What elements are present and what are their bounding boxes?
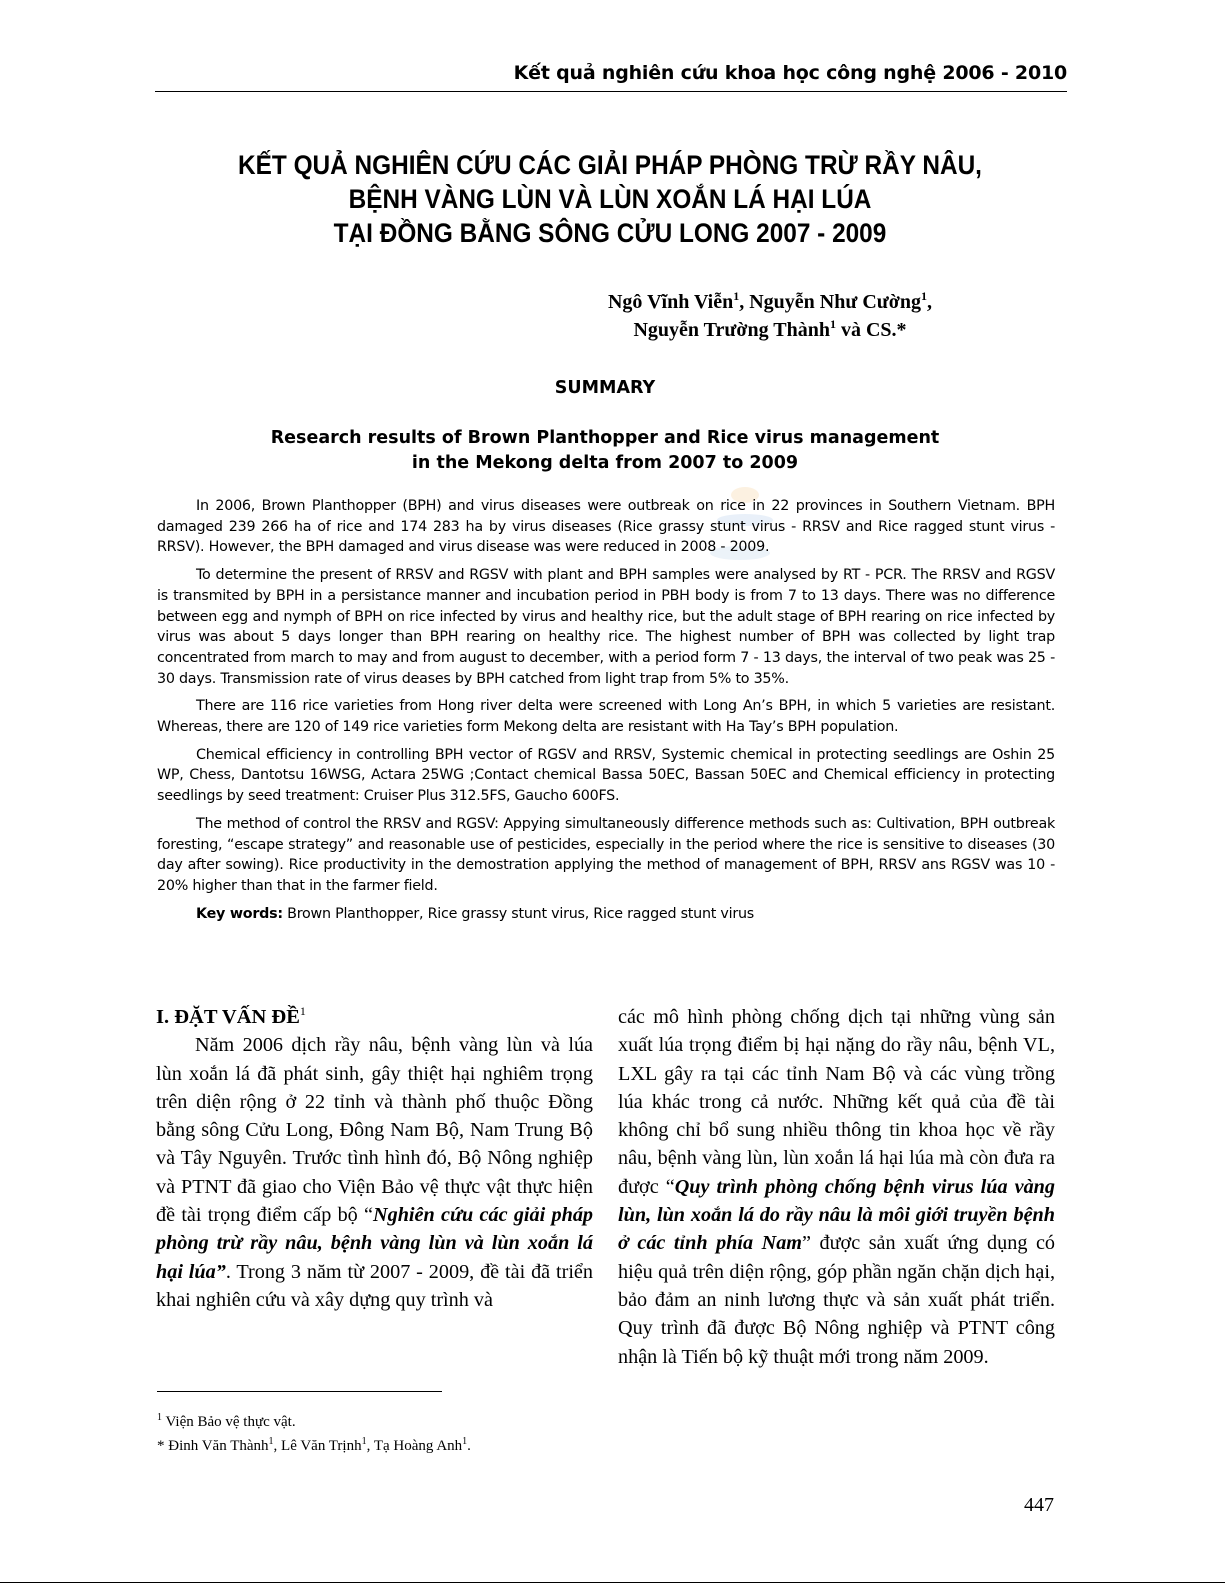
affiliation-marker: 1	[462, 1436, 468, 1447]
author-list	[560, 288, 980, 344]
author-name: Nguyễn Như Cường	[749, 291, 921, 313]
author-name: Nguyễn Trường Thành	[633, 319, 830, 341]
project-title-emphasis: Nghiên cứu các giải pháp phòng trừ rầy nâu, bệnh vàng lùn và lùn xoắn lá hại lúa”	[156, 1204, 594, 1283]
body-column-right	[618, 1003, 1055, 1371]
abstract-paragraph: The method of control the RRSV and RGSV: Appying simultaneously difference methods such as: Cultivation, BPH outbreak foresting, “escape strategy” and reasonable use of pesticides, especially in the period where the rice is sensitive to diseases (30 day after sowing). Rice productivity in the demostration applying the method of management of BPH, RRSV ans RGSV was 10 - 20% higher than that in the farmer field.	[157, 815, 1055, 894]
footnote-text: Viện Bảo vệ thực vật.	[162, 1414, 296, 1430]
footnotes	[157, 1410, 597, 1458]
section-heading-text: I. ĐẶT VẤN ĐỀ	[156, 1006, 300, 1028]
abstract-paragraph: To determine the present of RRSV and RGSV with plant and BPH samples were analysed by RT - PCR. The RRSV and RGSV is transmited by BPH in a persistance manner and incubation period in PBH body is from 7 to 13 days. There was no difference between egg and nymph of BPH on rice infected by virus and healthy rice, but the adult stage of BPH rearing on rice infected by virus was about 5 days longer than BPH rearing on healthy rice. The highest number of BPH was collected by light trap concentrated from march to may and from august to december, with a period form 7 - 13 days, the interval of two peak was 25 - 30 days. Transmission rate of virus deases by BPH catched from light trap from 5% to 35%.	[157, 567, 1055, 687]
abstract-paragraph: In 2006, Brown Planthopper (BPH) and virus diseases were outbreak on rice in 22 provinces in Southern Vietnam. BPH damaged 239 266 ha of rice and 174 283 ha by virus diseases (Rice grassy stunt virus - RRSV and Rice ragged stunt virus - RRSV). However, the BPH damaged and virus disease was were reduced in 2008 - 2009.	[157, 498, 1055, 556]
body-paragraph	[618, 1003, 1055, 1371]
title-line-3: TẠI ĐỒNG BẰNG SÔNG CỬU LONG 2007 - 2009	[333, 218, 887, 248]
keywords-list: Brown Planthopper, Rice grassy stunt virus, Rice ragged stunt virus	[282, 905, 755, 922]
coauthor-name: Đinh Văn Thành	[168, 1438, 269, 1454]
body-column-left	[156, 1003, 593, 1314]
summary-heading: SUMMARY	[554, 378, 656, 398]
body-paragraph	[156, 1031, 593, 1314]
summary-title-line-1: Research results of Brown Planthopper and Rice virus management	[270, 428, 940, 448]
summary-title-line-2: in the Mekong delta from 2007 to 2009	[411, 453, 799, 473]
footnote-prefix: *	[157, 1438, 169, 1454]
footnote-2	[157, 1434, 597, 1458]
coauthor-name: Lê Văn Trịnh	[281, 1438, 362, 1454]
author-separator: ,	[739, 291, 750, 313]
coauthor-name: Tạ Hoàng Anh	[373, 1438, 463, 1454]
affiliation-marker: 1	[268, 1436, 274, 1447]
header-rule	[155, 91, 1067, 92]
title-line-1: KẾT QUẢ NGHIÊN CỨU CÁC GIẢI PHÁP PHÒNG TRỪ RẦY NÂU,	[238, 150, 982, 180]
article-title	[187, 148, 1033, 250]
body-text: . Trong 3 năm từ 2007 - 2009, đề tài đã triển khai nghiên cứu và xây dựng quy trình và	[156, 1260, 593, 1311]
abstract-paragraph: Chemical efficiency in controlling BPH vector of RGSV and RRSV, Systemic chemical in protecting seedlings are Oshin 25 WP, Chess, Dantotsu 16WSG, Actara 25WG ;Contact chemical Bassa 50EC, Bassan 50EC and Chemical efficiency in protecting seedlings by seed treatment: Cruiser Plus 312.5FS, Gaucho 600FS.	[157, 746, 1055, 805]
procedure-title-emphasis: Quy trình phòng chống bệnh virus lúa vàng lùn, lùn xoắn lá do rầy nâu là môi giới truyền bệnh ở các tỉnh phía Nam	[618, 1175, 1055, 1255]
footnote-1	[157, 1410, 597, 1434]
author-separator: ,	[927, 291, 932, 313]
author-separator: và CS.*	[835, 319, 907, 341]
keywords	[157, 904, 1055, 925]
section-heading	[156, 1003, 593, 1031]
body-text: ” được sản xuất ứng dụng có hiệu quả trên diện rộng, góp phần ngăn chặn dịch hại, bảo đảm an ninh lương thực và sản xuất phát triển. Quy trình đã được Bộ Nông nghiệp và PTNT công nhận là Tiến bộ kỹ thuật mới trong năm 2009.	[618, 1232, 1056, 1368]
coauthor-separator: ,	[366, 1438, 374, 1454]
affiliation-marker: 1	[733, 289, 740, 303]
author-name: Ngô Vĩnh Viễn	[607, 291, 734, 313]
body-text: các mô hình phòng chống dịch tại những vùng sản xuất lúa trọng điểm bị hại nặng do rầy nâu, bệnh VL, LXL gây ra tại các tỉnh Nam Bộ và các vùng trồng lúa khác trong cả nước. Những kết quả của đề tài không chỉ bổ sung nhiều thông tin khoa học về rầy nâu, bệnh vàng lùn, lùn xoắn lá hại lúa mà còn đưa ra được “	[618, 1006, 1055, 1198]
affiliation-marker: 1	[921, 289, 927, 303]
coauthor-separator: ,	[273, 1438, 282, 1454]
keywords-label: Key words:	[196, 905, 283, 922]
author-line-2	[560, 316, 980, 344]
abstract-paragraph: There are 116 rice varieties from Hong river delta were screened with Long An’s BPH, in which 5 varieties are resistant. Whereas, there are 120 of 149 rice varieties form Mekong delta are resistant with Ha Tay’s BPH population.	[157, 698, 1055, 736]
bottom-rule	[0, 1582, 1225, 1583]
running-header: Kết quả nghiên cứu khoa học công nghệ 2006 - 2010	[513, 62, 1067, 84]
title-line-2: BỆNH VÀNG LÙN VÀ LÙN XOẮN LÁ HẠI LÚA	[348, 184, 872, 214]
abstract	[157, 496, 1055, 931]
affiliation-marker: 1	[361, 1436, 367, 1447]
footnote-rule	[157, 1391, 442, 1392]
footnote-marker: 1	[157, 1412, 162, 1423]
body-text: Năm 2006 dịch rầy nâu, bệnh vàng lùn và lúa lùn xoắn lá đã phát sinh, gây thiệt hại nghiêm trọng trên diện rộng ở 22 tỉnh và thành phố thuộc Đồng bằng sông Cửu Long, Đông Nam Bộ, Nam Trung Bộ và Tây Nguyên. Trước tình hình đó, Bộ Nông nghiệp và PTNT đã giao cho Viện Bảo vệ thực vật thực hiện đề tài trọng điểm cấp bộ “	[156, 1034, 593, 1227]
footnote-marker: 1	[299, 1004, 306, 1018]
coauthor-separator: .	[467, 1438, 471, 1454]
summary-title	[150, 426, 1060, 476]
page-number: 447	[1024, 1494, 1054, 1516]
affiliation-marker: 1	[829, 317, 836, 331]
author-line-1	[560, 288, 980, 316]
